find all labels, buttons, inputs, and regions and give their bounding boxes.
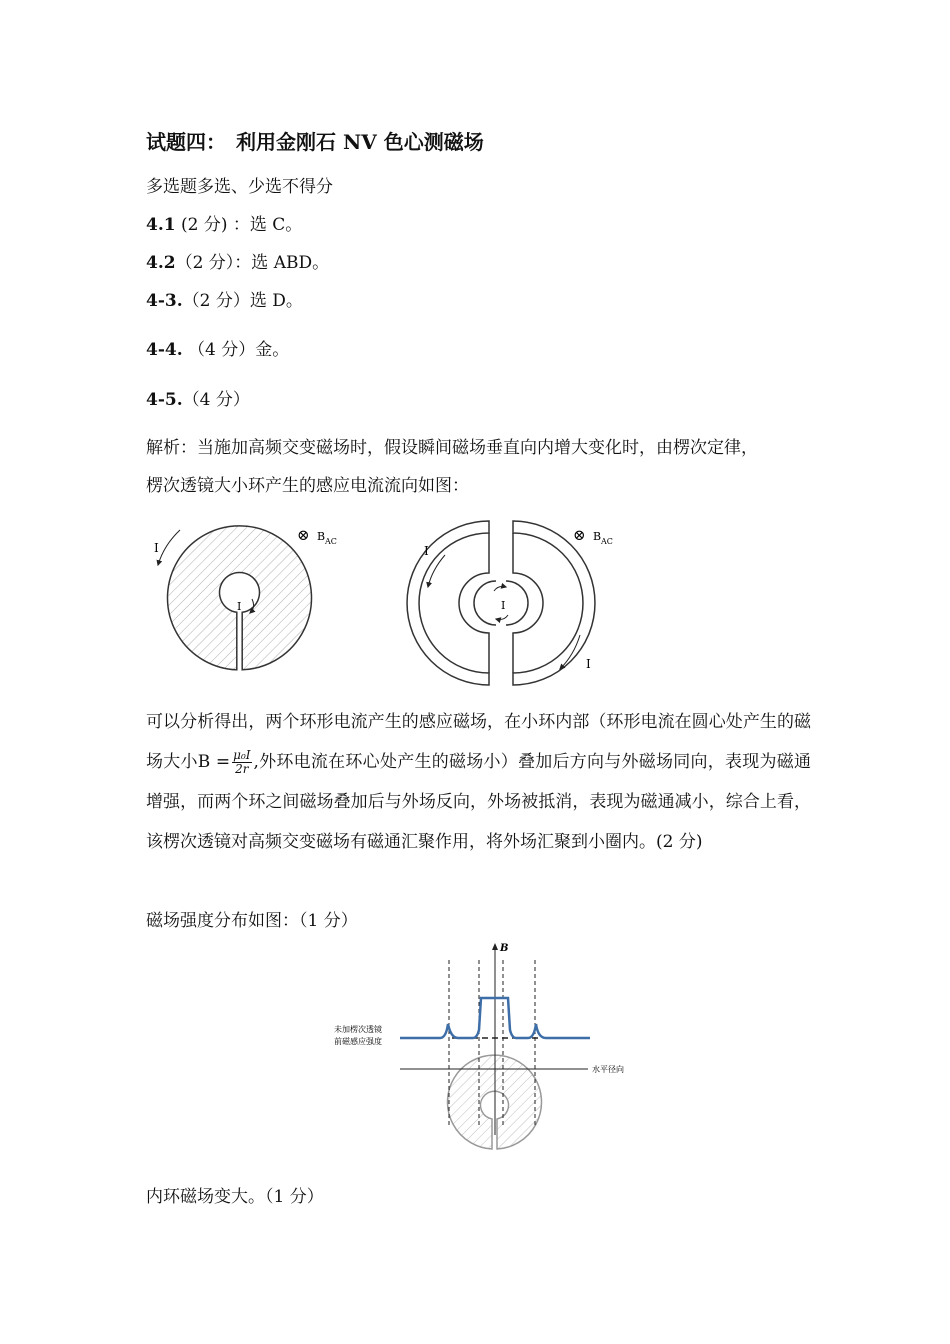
answer-4-1 [146,210,302,235]
into-page-icon: ⊗ [573,526,586,544]
answer-text: （2 分）：选 ABD。 [175,253,330,273]
radial-axis-label: 水平径向 [592,1065,624,1074]
answer-number: 4.1 [146,215,176,235]
left-inner-ring [474,581,496,625]
answer-4-5 [146,385,250,410]
split-current-label-left: I [424,544,429,558]
split-inner-arrow-top [494,587,506,592]
split-inner-current-label: I [501,599,506,612]
answer-text: （4 分）金。 [182,340,290,360]
left-label-line-1: 未加楞次透镜 [334,1025,382,1034]
field-formula [232,749,251,776]
left-label-line-2: 前磁感应强度 [334,1037,382,1046]
answer-4-4 [146,335,289,360]
split-current-label-right: I [586,657,591,671]
multi-choice-note: 多选题多选、少选不得分 [146,177,333,197]
outer-current-label: I [154,541,159,555]
b-axis-arrow [492,943,498,950]
split-inner-arrow-bottom [496,615,508,620]
answer-number: 4.2 [146,253,176,273]
answer-text: （2 分）选 D。 [182,291,303,311]
inner-current-label: I [237,600,242,613]
hatched-ring [168,526,312,670]
b-axis-label: B [500,943,509,954]
paragraph-part-2: ,外环电流在环心处产生的磁场小）叠加后方向与外磁场同向，表现为磁通增强，而两个环之间磁场叠加后与外场反向，外场被抵消，表现为磁通减小，综合上看，该楞次透镜对高频交变磁场有磁通汇聚作用，将外场汇聚到小圈内。(2 分) [146,752,812,852]
answer-text: （4 分） [182,390,250,410]
right-half-outer-ring [513,521,595,685]
answer-number: 4-3. [146,291,183,311]
field-indicator-left [297,526,337,546]
answer-4-3 [146,286,303,311]
lens-current-figure [140,515,640,695]
slit-ring-diagram [154,526,312,670]
left-half-outer-ring [407,521,489,685]
field-label: B [317,530,326,543]
analysis-paragraph [146,702,811,862]
field-indicator-right [573,526,613,546]
field-distribution-figure [330,940,650,1158]
distribution-caption: 磁场强度分布如图：（1 分） [146,911,358,931]
analysis-line-2: 楞次透镜大小环产生的感应电流流向如图： [146,476,469,496]
conclusion-text: 内环磁场变大。（1 分） [146,1187,324,1207]
answer-number: 4-5. [146,390,183,410]
into-page-icon: ⊗ [297,526,310,544]
answer-4-2 [146,248,329,273]
field-subscript: AC [601,537,613,546]
formula-numerator: μ₀I [233,748,251,762]
question-title: 试题四： 利用金刚石 NV 色心测磁场 [146,130,484,154]
formula-denominator: 2r [235,762,249,776]
analysis-line-1: 解析：当施加高频交变磁场时，假设瞬间磁场垂直向内增大变化时，由楞次定律， [146,438,758,458]
answer-number: 4-4. [146,340,183,360]
split-outer-arrow-left [428,555,445,587]
paragraph-part-1: 可以分析得出，两个环形电流产生的感应磁场，在小环内部（环形电流在圆心处产生的磁场大小B = [146,712,811,772]
right-inner-ring [506,581,528,625]
field-label: B [593,530,602,543]
outer-current-arrow [158,530,180,565]
answer-text: (2 分) ：选 C。 [175,215,303,235]
field-subscript: AC [325,537,337,546]
